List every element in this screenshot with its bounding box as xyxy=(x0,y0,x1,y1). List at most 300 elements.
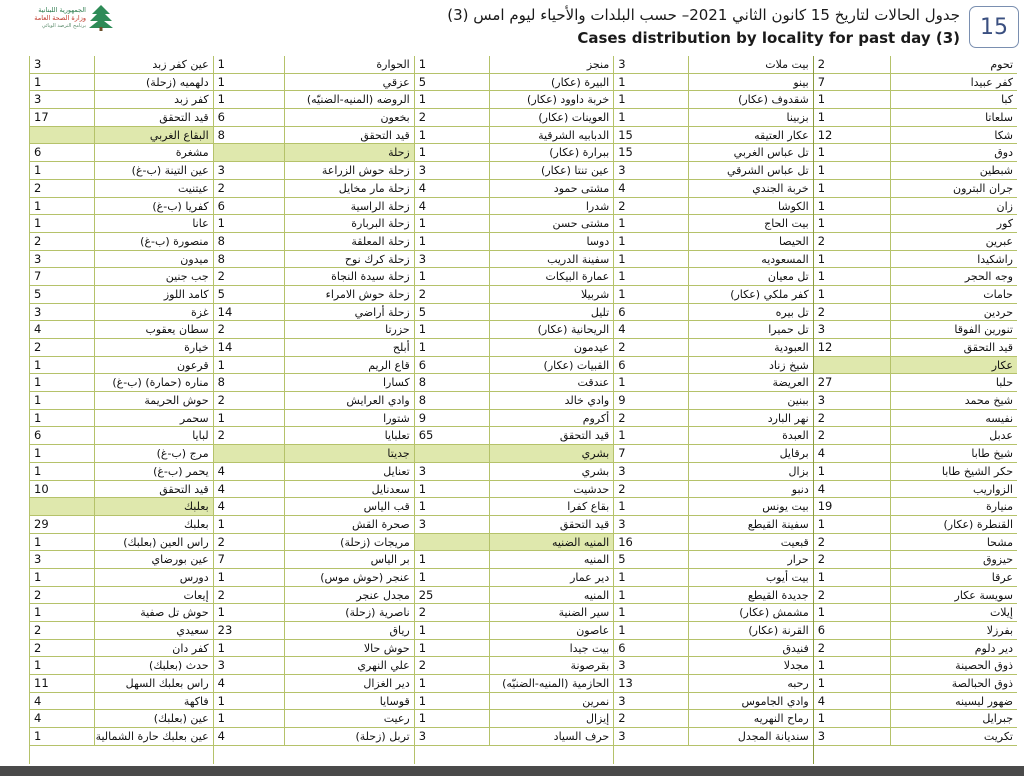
table-row xyxy=(214,357,414,375)
case-count: 1 xyxy=(614,427,689,444)
table-row xyxy=(415,587,614,605)
locality-name: الدبابيه الشرقية xyxy=(538,128,610,142)
table-row xyxy=(30,304,213,322)
locality-name: العبودية xyxy=(774,341,809,354)
case-count: 1 xyxy=(814,215,891,232)
locality-name: سفينة الدريب xyxy=(547,252,610,266)
table-row xyxy=(614,445,813,463)
table-row xyxy=(30,604,213,622)
case-count: 6 xyxy=(814,622,891,639)
table-row xyxy=(814,693,1017,711)
case-count: 4 xyxy=(614,180,689,197)
locality-name: بشري xyxy=(581,447,610,461)
locality-name: ببرارة (عكار) xyxy=(549,146,610,160)
case-count: 15 xyxy=(614,144,689,161)
case-count: 3 xyxy=(415,516,490,533)
locality-name: قيد التحقق xyxy=(559,429,610,443)
table-row xyxy=(814,91,1017,109)
table-row xyxy=(30,374,213,392)
locality-name: دورس xyxy=(179,570,209,584)
case-count: 1 xyxy=(415,56,490,73)
locality-name: عين كفر زبد xyxy=(152,58,209,71)
table-row xyxy=(30,710,213,728)
locality-name: خربة داوود (عكار) xyxy=(527,93,610,107)
case-count: 4 xyxy=(214,481,285,498)
locality-name: عين بورضاي xyxy=(151,553,209,567)
case-count: 1 xyxy=(614,215,689,232)
cedar-icon xyxy=(88,4,114,32)
case-count: 3 xyxy=(814,728,891,745)
table-row xyxy=(214,321,414,339)
table-row xyxy=(30,286,213,304)
locality-name: تل حميرا xyxy=(768,323,809,337)
locality-name: عبرين xyxy=(985,234,1013,248)
locality-name: قيد التحقق xyxy=(559,517,610,531)
table-row xyxy=(814,109,1017,127)
table-row xyxy=(614,534,813,552)
locality-name: عرقا xyxy=(991,570,1013,584)
table-row xyxy=(214,162,414,180)
locality-name: سير الضنية xyxy=(558,606,610,620)
table-row xyxy=(415,162,614,180)
table-row xyxy=(214,180,414,198)
locality-name: دلهميه (زحلة) xyxy=(146,75,209,89)
case-count: 8 xyxy=(415,392,490,409)
locality-name: مناره (حمارة) (ب-غ) xyxy=(112,376,209,390)
locality-name: مرج (ب-غ) xyxy=(156,447,209,461)
case-count: 3 xyxy=(614,693,689,710)
case-count: 1 xyxy=(415,91,490,108)
case-count: 7 xyxy=(214,551,285,568)
table-row xyxy=(814,268,1017,286)
table-row xyxy=(415,463,614,481)
locality-name: مجدلا xyxy=(783,659,809,673)
table-row xyxy=(30,569,213,587)
locality-name: شدرا xyxy=(585,199,610,213)
table-row xyxy=(415,728,614,746)
table-row xyxy=(614,251,813,269)
locality-name: العبدة xyxy=(782,429,809,443)
table-row xyxy=(415,604,614,622)
case-count: 6 xyxy=(415,357,490,374)
table-row xyxy=(30,144,213,162)
table-row xyxy=(814,587,1017,605)
locality-name: زحلة حوش الامراء xyxy=(325,287,410,301)
case-count: 4 xyxy=(30,710,95,727)
table-row xyxy=(614,304,813,322)
locality-name: عانا xyxy=(192,217,209,231)
table-row xyxy=(415,427,614,445)
case-count: 1 xyxy=(814,286,891,303)
locality-name: الحوارة xyxy=(376,58,410,71)
table-row xyxy=(814,304,1017,322)
case-count: 1 xyxy=(214,74,285,91)
locality-name: دير الغزال xyxy=(363,677,410,691)
locality-name: تكريت xyxy=(983,730,1013,744)
title-english: Cases distribution by locality for past day (3) xyxy=(577,29,960,47)
case-count: 1 xyxy=(415,622,490,639)
case-count: 3 xyxy=(614,463,689,480)
table-row xyxy=(415,622,614,640)
case-count xyxy=(214,445,285,462)
locality-name: عين (بعلبك) xyxy=(153,712,209,726)
locality-name: مجدل عنجر xyxy=(356,588,410,602)
case-count: 5 xyxy=(214,286,285,303)
case-count: 6 xyxy=(30,144,95,161)
case-count: 11 xyxy=(30,675,95,692)
case-count: 1 xyxy=(30,657,95,674)
table-row xyxy=(30,339,213,357)
table-row xyxy=(415,233,614,251)
table-row xyxy=(415,286,614,304)
table-row xyxy=(30,392,213,410)
table-row xyxy=(214,551,414,569)
table-row xyxy=(614,675,813,693)
case-count: 1 xyxy=(214,56,285,73)
case-count: 1 xyxy=(614,587,689,604)
locality-name: زحلة سيدة النجاة xyxy=(331,270,410,284)
district-header-row xyxy=(30,498,213,516)
table-row xyxy=(214,339,414,357)
locality-name: شيخ محمد xyxy=(964,394,1013,408)
table-row xyxy=(30,56,213,74)
case-count: 8 xyxy=(214,233,285,250)
table-row xyxy=(415,710,614,728)
locality-name: بزبينا xyxy=(786,111,809,125)
locality-name: مشتى حسن xyxy=(552,217,610,231)
case-count: 3 xyxy=(214,162,285,179)
locality-name: زحلة أراضي xyxy=(354,305,410,319)
table-row xyxy=(30,215,213,233)
table-row xyxy=(214,109,414,127)
locality-name: وادي الجاموس xyxy=(741,694,809,708)
locality-name: زحلة كرك نوح xyxy=(344,252,410,266)
table-row xyxy=(415,321,614,339)
locality-name: دوسا xyxy=(586,234,610,248)
locality-name: حوش تل صفية xyxy=(140,606,209,620)
case-count: 1 xyxy=(814,91,891,108)
locality-name: منجز xyxy=(586,58,610,71)
locality-name: حامات xyxy=(983,287,1013,301)
case-count: 2 xyxy=(30,622,95,639)
locality-name: بر الياس xyxy=(370,553,410,567)
case-count: 2 xyxy=(814,410,891,427)
case-count: 3 xyxy=(415,162,490,179)
case-count: 19 xyxy=(814,498,891,515)
table-row xyxy=(614,410,813,428)
case-count xyxy=(415,445,490,462)
case-count: 3 xyxy=(30,304,95,321)
table-row xyxy=(415,304,614,322)
case-count: 7 xyxy=(814,74,891,91)
locality-name: برقايل xyxy=(779,447,809,461)
table-row xyxy=(30,198,213,216)
table-row xyxy=(30,481,213,499)
case-count: 8 xyxy=(214,127,285,144)
case-count: 1 xyxy=(30,534,95,551)
locality-name: يحمر (ب-غ) xyxy=(153,464,209,478)
locality-name: القبيات (عكار) xyxy=(543,358,610,372)
case-count: 1 xyxy=(30,74,95,91)
table-row xyxy=(214,587,414,605)
case-count: 1 xyxy=(814,144,891,161)
case-count: 8 xyxy=(214,374,285,391)
case-count: 2 xyxy=(214,268,285,285)
table-row xyxy=(814,74,1017,92)
locality-name: جب جنين xyxy=(165,270,209,284)
locality-name: حكر الشيخ طابا xyxy=(941,464,1013,478)
table-row xyxy=(614,498,813,516)
table-row xyxy=(814,321,1017,339)
case-count: 2 xyxy=(214,321,285,338)
locality-name: قيد التحقق xyxy=(360,128,410,142)
locality-name: بزال xyxy=(788,464,809,478)
locality-name: نمرين xyxy=(582,694,610,708)
table-row xyxy=(814,516,1017,534)
table-row xyxy=(614,481,813,499)
table-row xyxy=(415,91,614,109)
case-count: 1 xyxy=(214,91,285,108)
case-count: 7 xyxy=(614,445,689,462)
case-count: 4 xyxy=(214,728,285,745)
locality-name: زحلة مار مخايل xyxy=(338,181,410,195)
locality-name: زحلة الراسية xyxy=(350,199,410,213)
locality-name: مشتى حمود xyxy=(553,181,610,195)
case-count: 2 xyxy=(214,587,285,604)
table-row xyxy=(614,569,813,587)
table-row xyxy=(214,215,414,233)
locality-name: عندقت xyxy=(577,376,610,390)
table-row xyxy=(30,622,213,640)
case-count: 3 xyxy=(614,516,689,533)
locality-name: إيزال xyxy=(585,712,610,726)
case-count: 3 xyxy=(814,321,891,338)
case-count: 1 xyxy=(214,357,285,374)
case-count: 4 xyxy=(614,321,689,338)
case-count: 1 xyxy=(30,728,95,745)
table-row xyxy=(30,427,213,445)
table-row xyxy=(614,233,813,251)
locality-name: القرنة (عكار) xyxy=(748,624,809,637)
locality-name: غزة xyxy=(191,305,209,319)
case-count: 1 xyxy=(415,551,490,568)
case-count: 9 xyxy=(415,410,490,427)
case-count: 5 xyxy=(415,304,490,321)
table-row xyxy=(415,693,614,711)
table-row xyxy=(614,109,813,127)
case-count: 4 xyxy=(814,445,891,462)
locality-name: تعنايل xyxy=(383,464,410,478)
table-row xyxy=(814,410,1017,428)
case-count: 1 xyxy=(814,569,891,586)
locality-name: سنديانة المجدل xyxy=(737,730,809,744)
locality-name: المنيه xyxy=(583,588,610,602)
case-count: 1 xyxy=(814,516,891,533)
case-count: 1 xyxy=(814,180,891,197)
table-row xyxy=(30,410,213,428)
table-row xyxy=(214,498,414,516)
case-count: 1 xyxy=(214,640,285,657)
locality-name: رياق xyxy=(389,624,410,637)
locality-name: شبطين xyxy=(979,164,1013,178)
locality-name: تنورين الفوقا xyxy=(954,323,1013,337)
locality-name: مشغرة xyxy=(175,146,209,160)
case-count: 14 xyxy=(214,304,285,321)
table-row xyxy=(614,180,813,198)
case-count: 1 xyxy=(30,604,95,621)
case-count: 3 xyxy=(415,728,490,745)
locality-name: صحرة القش xyxy=(351,517,410,531)
case-count: 3 xyxy=(30,551,95,568)
locality-name: ببنين xyxy=(787,394,809,408)
case-count: 2 xyxy=(214,427,285,444)
table-row xyxy=(814,180,1017,198)
locality-name: زحلة xyxy=(388,146,410,160)
locality-name: وادي خالد xyxy=(564,394,610,408)
case-count: 2 xyxy=(814,551,891,568)
case-count: 4 xyxy=(214,498,285,515)
table-row xyxy=(214,710,414,728)
case-count: 8 xyxy=(214,251,285,268)
locality-name: إيلات xyxy=(989,606,1013,620)
locality-name: شيخ زناد xyxy=(768,358,809,372)
case-count: 15 xyxy=(614,127,689,144)
locality-name: القنطرة (عكار) xyxy=(943,517,1013,531)
table-row xyxy=(30,180,213,198)
locality-name: جران البترون xyxy=(952,181,1013,195)
locality-name: حلبا xyxy=(995,376,1013,390)
case-count: 1 xyxy=(30,357,95,374)
table-row xyxy=(30,268,213,286)
locality-name: عكار xyxy=(991,358,1013,372)
locality-name: زان xyxy=(996,199,1013,213)
locality-name: سلعاتا xyxy=(985,111,1013,125)
locality-name: نفيسه xyxy=(985,411,1013,425)
case-count: 1 xyxy=(814,604,891,621)
cases-table xyxy=(29,56,1017,764)
table-row xyxy=(214,233,414,251)
case-count: 1 xyxy=(415,481,490,498)
locality-name: ذوق الحبالصة xyxy=(951,677,1013,691)
locality-name: بعلبك xyxy=(184,500,209,514)
case-count: 1 xyxy=(814,198,891,215)
table-row xyxy=(614,463,813,481)
district-header-row xyxy=(814,357,1017,375)
case-count: 6 xyxy=(30,427,95,444)
locality-name: تليل xyxy=(590,305,610,319)
locality-name: بيت ملات xyxy=(765,58,809,71)
case-count: 1 xyxy=(415,710,490,727)
locality-name: شتورا xyxy=(383,411,410,425)
case-count: 2 xyxy=(214,392,285,409)
case-count: 1 xyxy=(415,339,490,356)
case-count: 1 xyxy=(614,286,689,303)
case-count: 1 xyxy=(814,162,891,179)
table-row xyxy=(30,74,213,92)
locality-name: دوق xyxy=(994,146,1013,160)
locality-name: حرف السياد xyxy=(553,730,610,744)
table-row xyxy=(214,198,414,216)
table-row xyxy=(214,657,414,675)
table-row xyxy=(30,534,213,552)
case-count xyxy=(814,357,891,374)
case-count: 6 xyxy=(214,198,285,215)
table-row xyxy=(214,622,414,640)
case-count: 4 xyxy=(814,693,891,710)
table-row xyxy=(415,180,614,198)
locality-name: الروضه (المنيه-الضنيّه) xyxy=(306,93,410,107)
table-row xyxy=(415,640,614,658)
bottom-bar xyxy=(0,766,1024,776)
case-count: 1 xyxy=(814,463,891,480)
table-row xyxy=(214,728,414,746)
case-count: 2 xyxy=(614,198,689,215)
table-row xyxy=(415,198,614,216)
table-row xyxy=(415,410,614,428)
table-row xyxy=(814,551,1017,569)
page-number: 15 xyxy=(969,6,1019,48)
table-row xyxy=(614,710,813,728)
table-row xyxy=(814,463,1017,481)
table-row xyxy=(614,321,813,339)
case-count: 27 xyxy=(814,374,891,391)
locality-name: بيت يونس xyxy=(762,500,809,514)
locality-name: العريضة xyxy=(772,376,809,390)
case-count: 1 xyxy=(30,392,95,409)
locality-name: بعلبك xyxy=(184,517,209,531)
case-count: 8 xyxy=(415,374,490,391)
table-row xyxy=(30,162,213,180)
table-row xyxy=(814,286,1017,304)
locality-name: فاكهة xyxy=(183,694,209,708)
locality-name: وجه الحجر xyxy=(964,270,1013,284)
table-row xyxy=(415,357,614,375)
table-row xyxy=(614,622,813,640)
table-row xyxy=(814,56,1017,74)
case-count: 7 xyxy=(30,268,95,285)
ministry-logo xyxy=(8,4,112,34)
locality-name: قبعيت xyxy=(780,535,809,549)
table-row xyxy=(214,604,414,622)
table-row xyxy=(814,162,1017,180)
case-count: 1 xyxy=(30,410,95,427)
table-row xyxy=(214,410,414,428)
table-row xyxy=(814,198,1017,216)
locality-name: رماح النهريه xyxy=(753,712,809,726)
table-row xyxy=(614,516,813,534)
table-row xyxy=(214,286,414,304)
table-row xyxy=(614,268,813,286)
locality-name: كفر زبد xyxy=(174,93,209,107)
district-header-row xyxy=(415,534,614,552)
locality-name: ناصرية (زحلة) xyxy=(345,606,410,620)
case-count: 3 xyxy=(614,728,689,745)
locality-name: عزقي xyxy=(382,75,410,89)
table-column-4 xyxy=(213,56,414,764)
case-count: 2 xyxy=(814,534,891,551)
district-header-row xyxy=(30,127,213,145)
case-count: 1 xyxy=(30,569,95,586)
table-row xyxy=(814,534,1017,552)
table-row xyxy=(814,392,1017,410)
table-column-3 xyxy=(414,56,614,764)
table-row xyxy=(614,374,813,392)
case-count xyxy=(30,127,95,144)
locality-name: كسارا xyxy=(382,376,410,390)
table-row xyxy=(214,463,414,481)
case-count: 2 xyxy=(814,587,891,604)
table-row xyxy=(614,162,813,180)
